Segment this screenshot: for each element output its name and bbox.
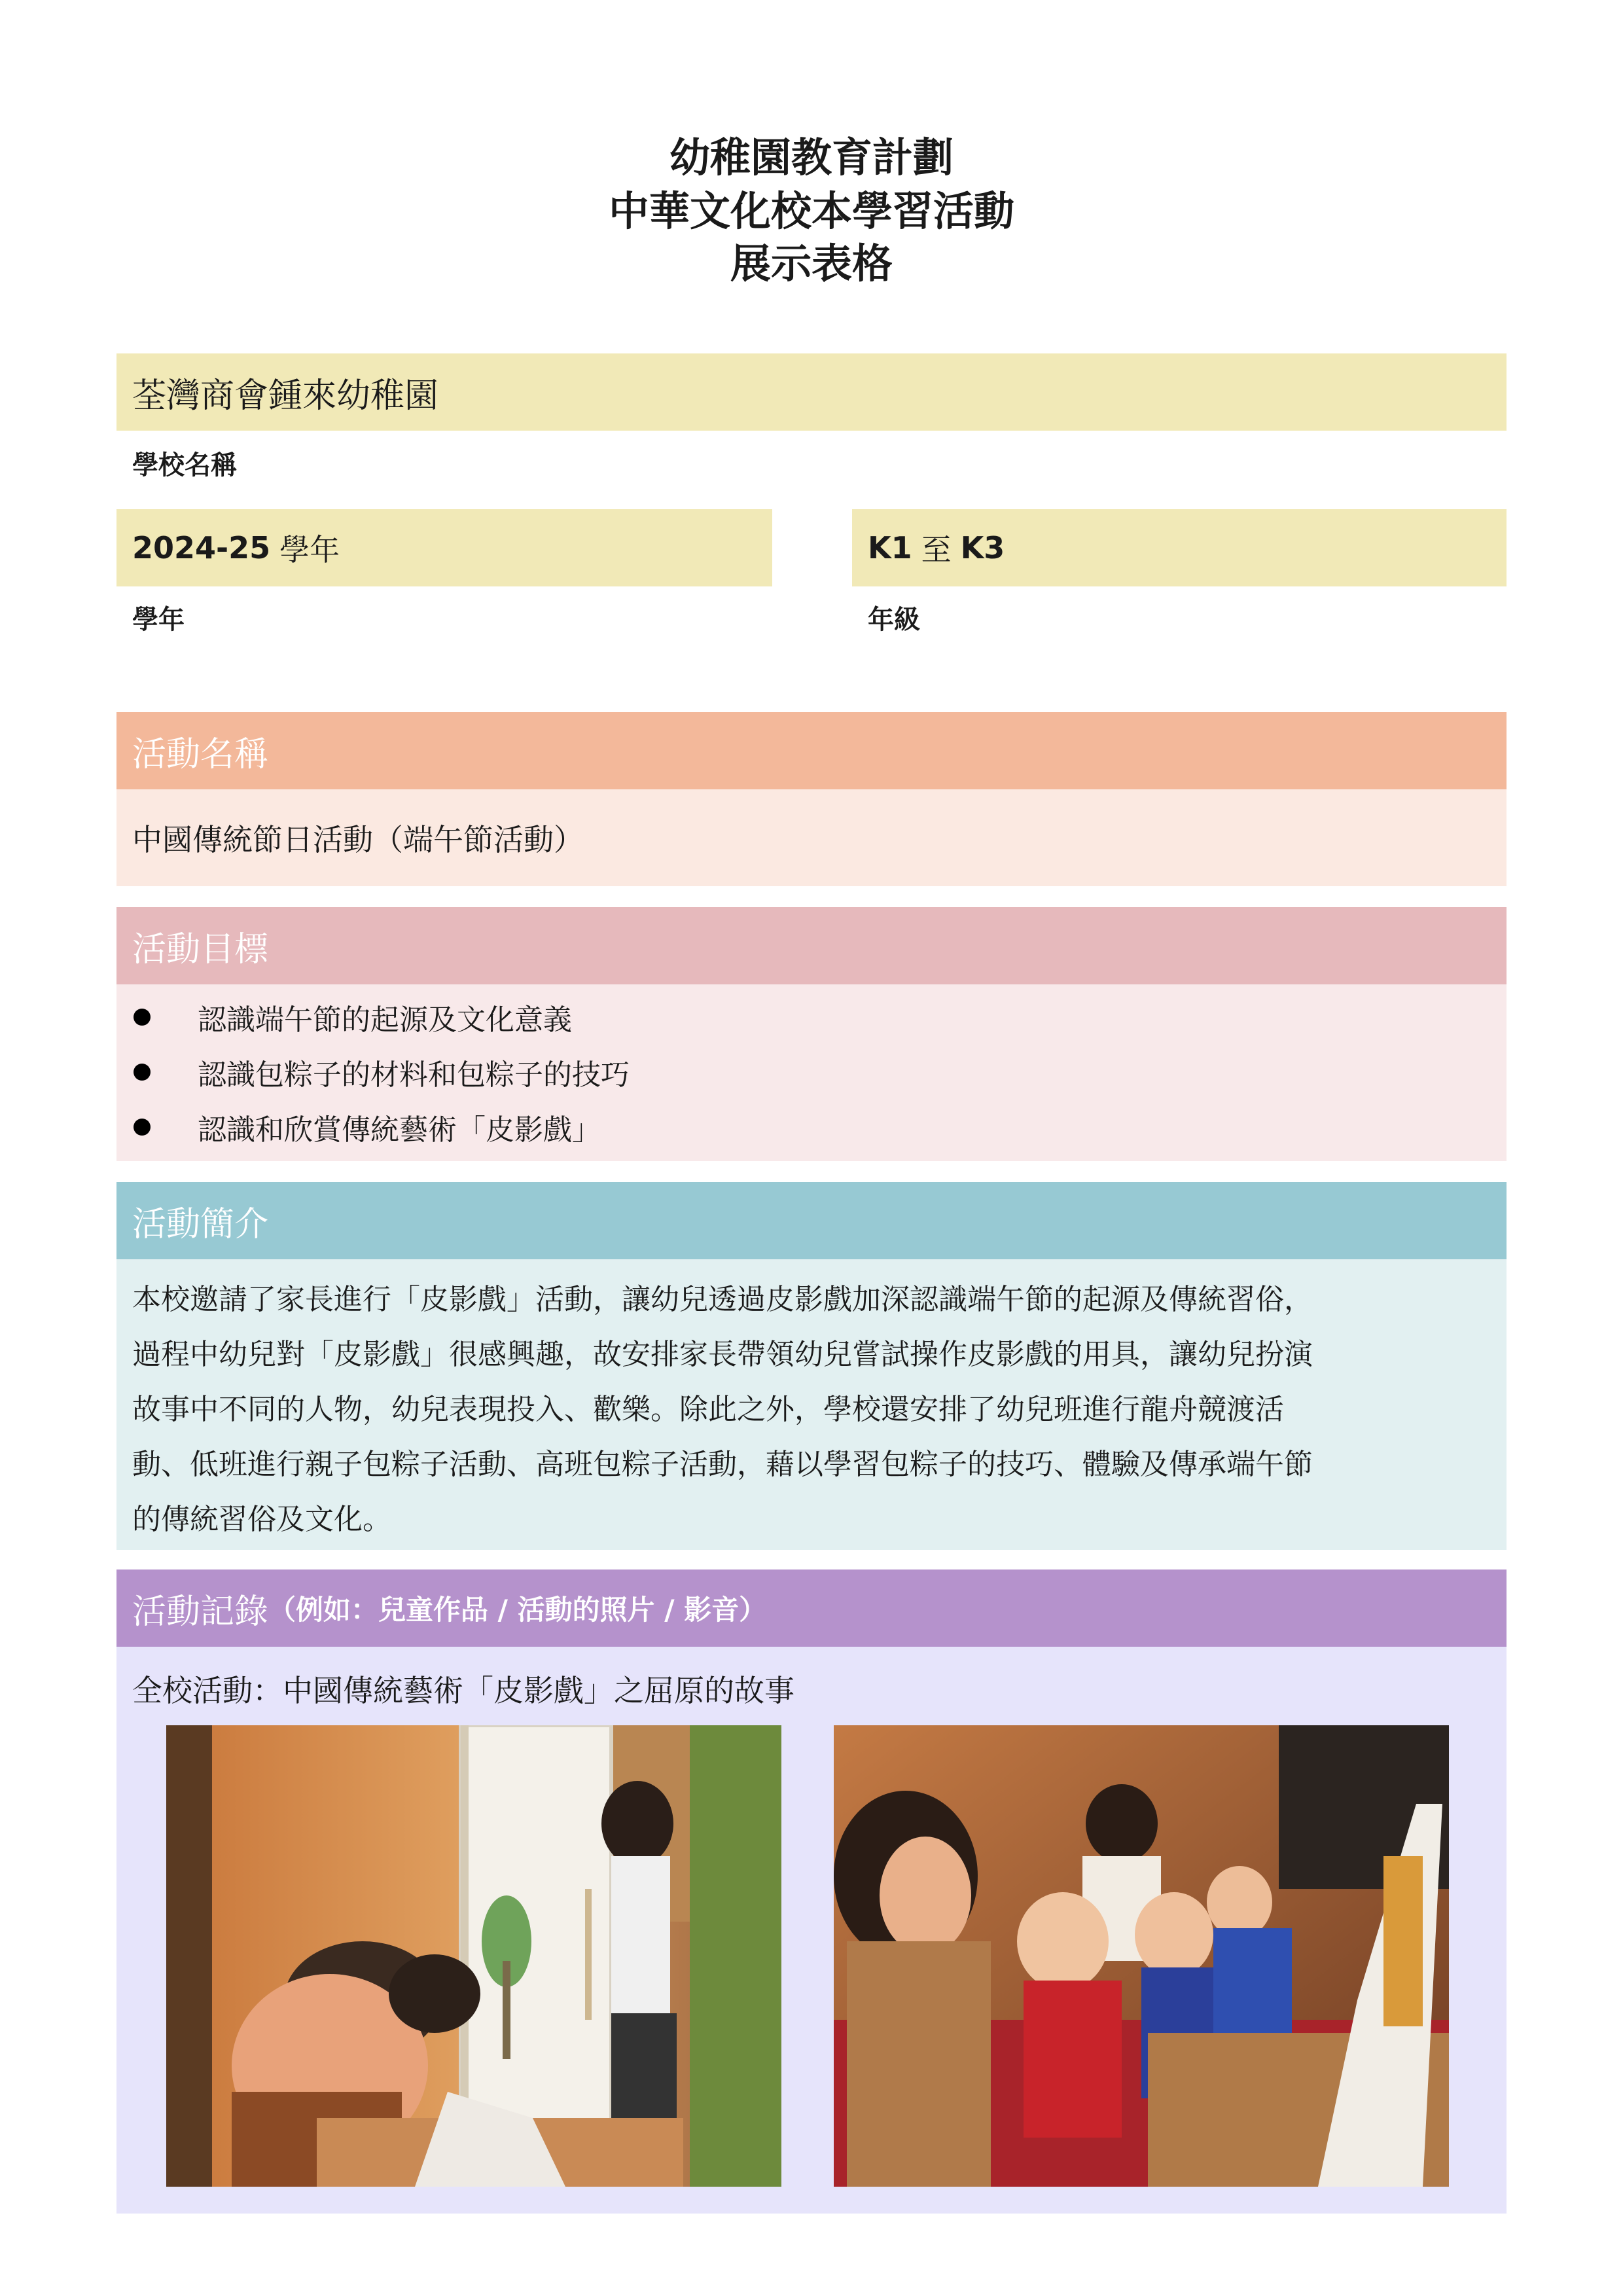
school-year-label: 學年 — [132, 605, 185, 635]
records-panel — [116, 1647, 1507, 2214]
introduction-line: 的傳統習俗及文化。 — [132, 1503, 391, 1536]
page-title-line-1: 幼稚園教育計劃 — [669, 134, 954, 181]
objectives-heading: 活動目標 — [116, 907, 1507, 984]
introduction-line: 故事中不同的人物，幼兒表現投入、歡樂。除此之外，學校還安排了幼兒班進行龍舟競渡活 — [132, 1393, 1284, 1426]
introduction-line: 本校邀請了家長進行「皮影戲」活動，讓幼兒透過皮影戲加深認識端午節的起源及傳統習俗， — [132, 1283, 1313, 1316]
objectives-panel — [116, 984, 1507, 1161]
grade-to: K3 — [960, 530, 1005, 565]
shadow-puppet-photo-1-image — [166, 1725, 781, 2187]
records-caption: 全校活動：中國傳統藝術「皮影戲」之屈原的故事 — [132, 1673, 794, 1708]
bullet-icon — [134, 1119, 151, 1136]
grade-label: 年級 — [868, 605, 920, 635]
school-name-field — [116, 353, 1507, 431]
activity-name-heading: 活動名稱 — [116, 712, 1507, 789]
school-year-field — [116, 509, 772, 586]
grade-connector: 至 — [921, 532, 952, 567]
introduction-panel — [116, 1259, 1507, 1550]
grade-field — [852, 509, 1507, 586]
page-title-line-2: 中華文化校本學習活動 — [608, 187, 1014, 235]
page-title-line-3: 展示表格 — [730, 240, 893, 287]
activity-name-text: 中國傳統節日活動（端午節活動） — [132, 822, 584, 857]
shadow-puppet-photo-2-image — [834, 1725, 1449, 2187]
records-heading — [116, 1570, 1507, 1647]
school-year-suffix: 學年 — [279, 532, 340, 567]
objective-text: 認識包粽子的材料和包粽子的技巧 — [198, 1058, 630, 1092]
shadow-puppet-photo-1 — [166, 1725, 781, 2187]
introduction-heading: 活動簡介 — [116, 1182, 1507, 1259]
introduction-paragraph — [132, 1272, 1493, 1547]
grade-from: K1 — [868, 530, 912, 565]
records-heading-note: （例如：兒童作品 / 活動的照片 / 影音） — [268, 1594, 767, 1626]
school-year-number: 2024-25 — [132, 530, 271, 565]
introduction-line: 過程中幼兒對「皮影戲」很感興趣，故安排家長帶領幼兒嘗試操作皮影戲的用具，讓幼兒扮演 — [132, 1338, 1313, 1371]
introduction-line: 動、低班進行親子包粽子活動、高班包粽子活動，藉以學習包粽子的技巧、體驗及傳承端午節 — [132, 1448, 1313, 1481]
bullet-icon — [134, 1064, 151, 1081]
bullet-icon — [134, 1009, 151, 1026]
school-name-value: 荃灣商會鍾來幼稚園 — [132, 376, 439, 416]
objective-text: 認識和欣賞傳統藝術「皮影戲」 — [198, 1113, 601, 1147]
shadow-puppet-photo-2 — [834, 1725, 1449, 2187]
school-name-label: 學校名稱 — [132, 450, 237, 480]
records-heading-title: 活動記錄 — [132, 1592, 269, 1632]
activity-name-panel — [116, 789, 1507, 886]
objective-text: 認識端午節的起源及文化意義 — [198, 1003, 572, 1037]
